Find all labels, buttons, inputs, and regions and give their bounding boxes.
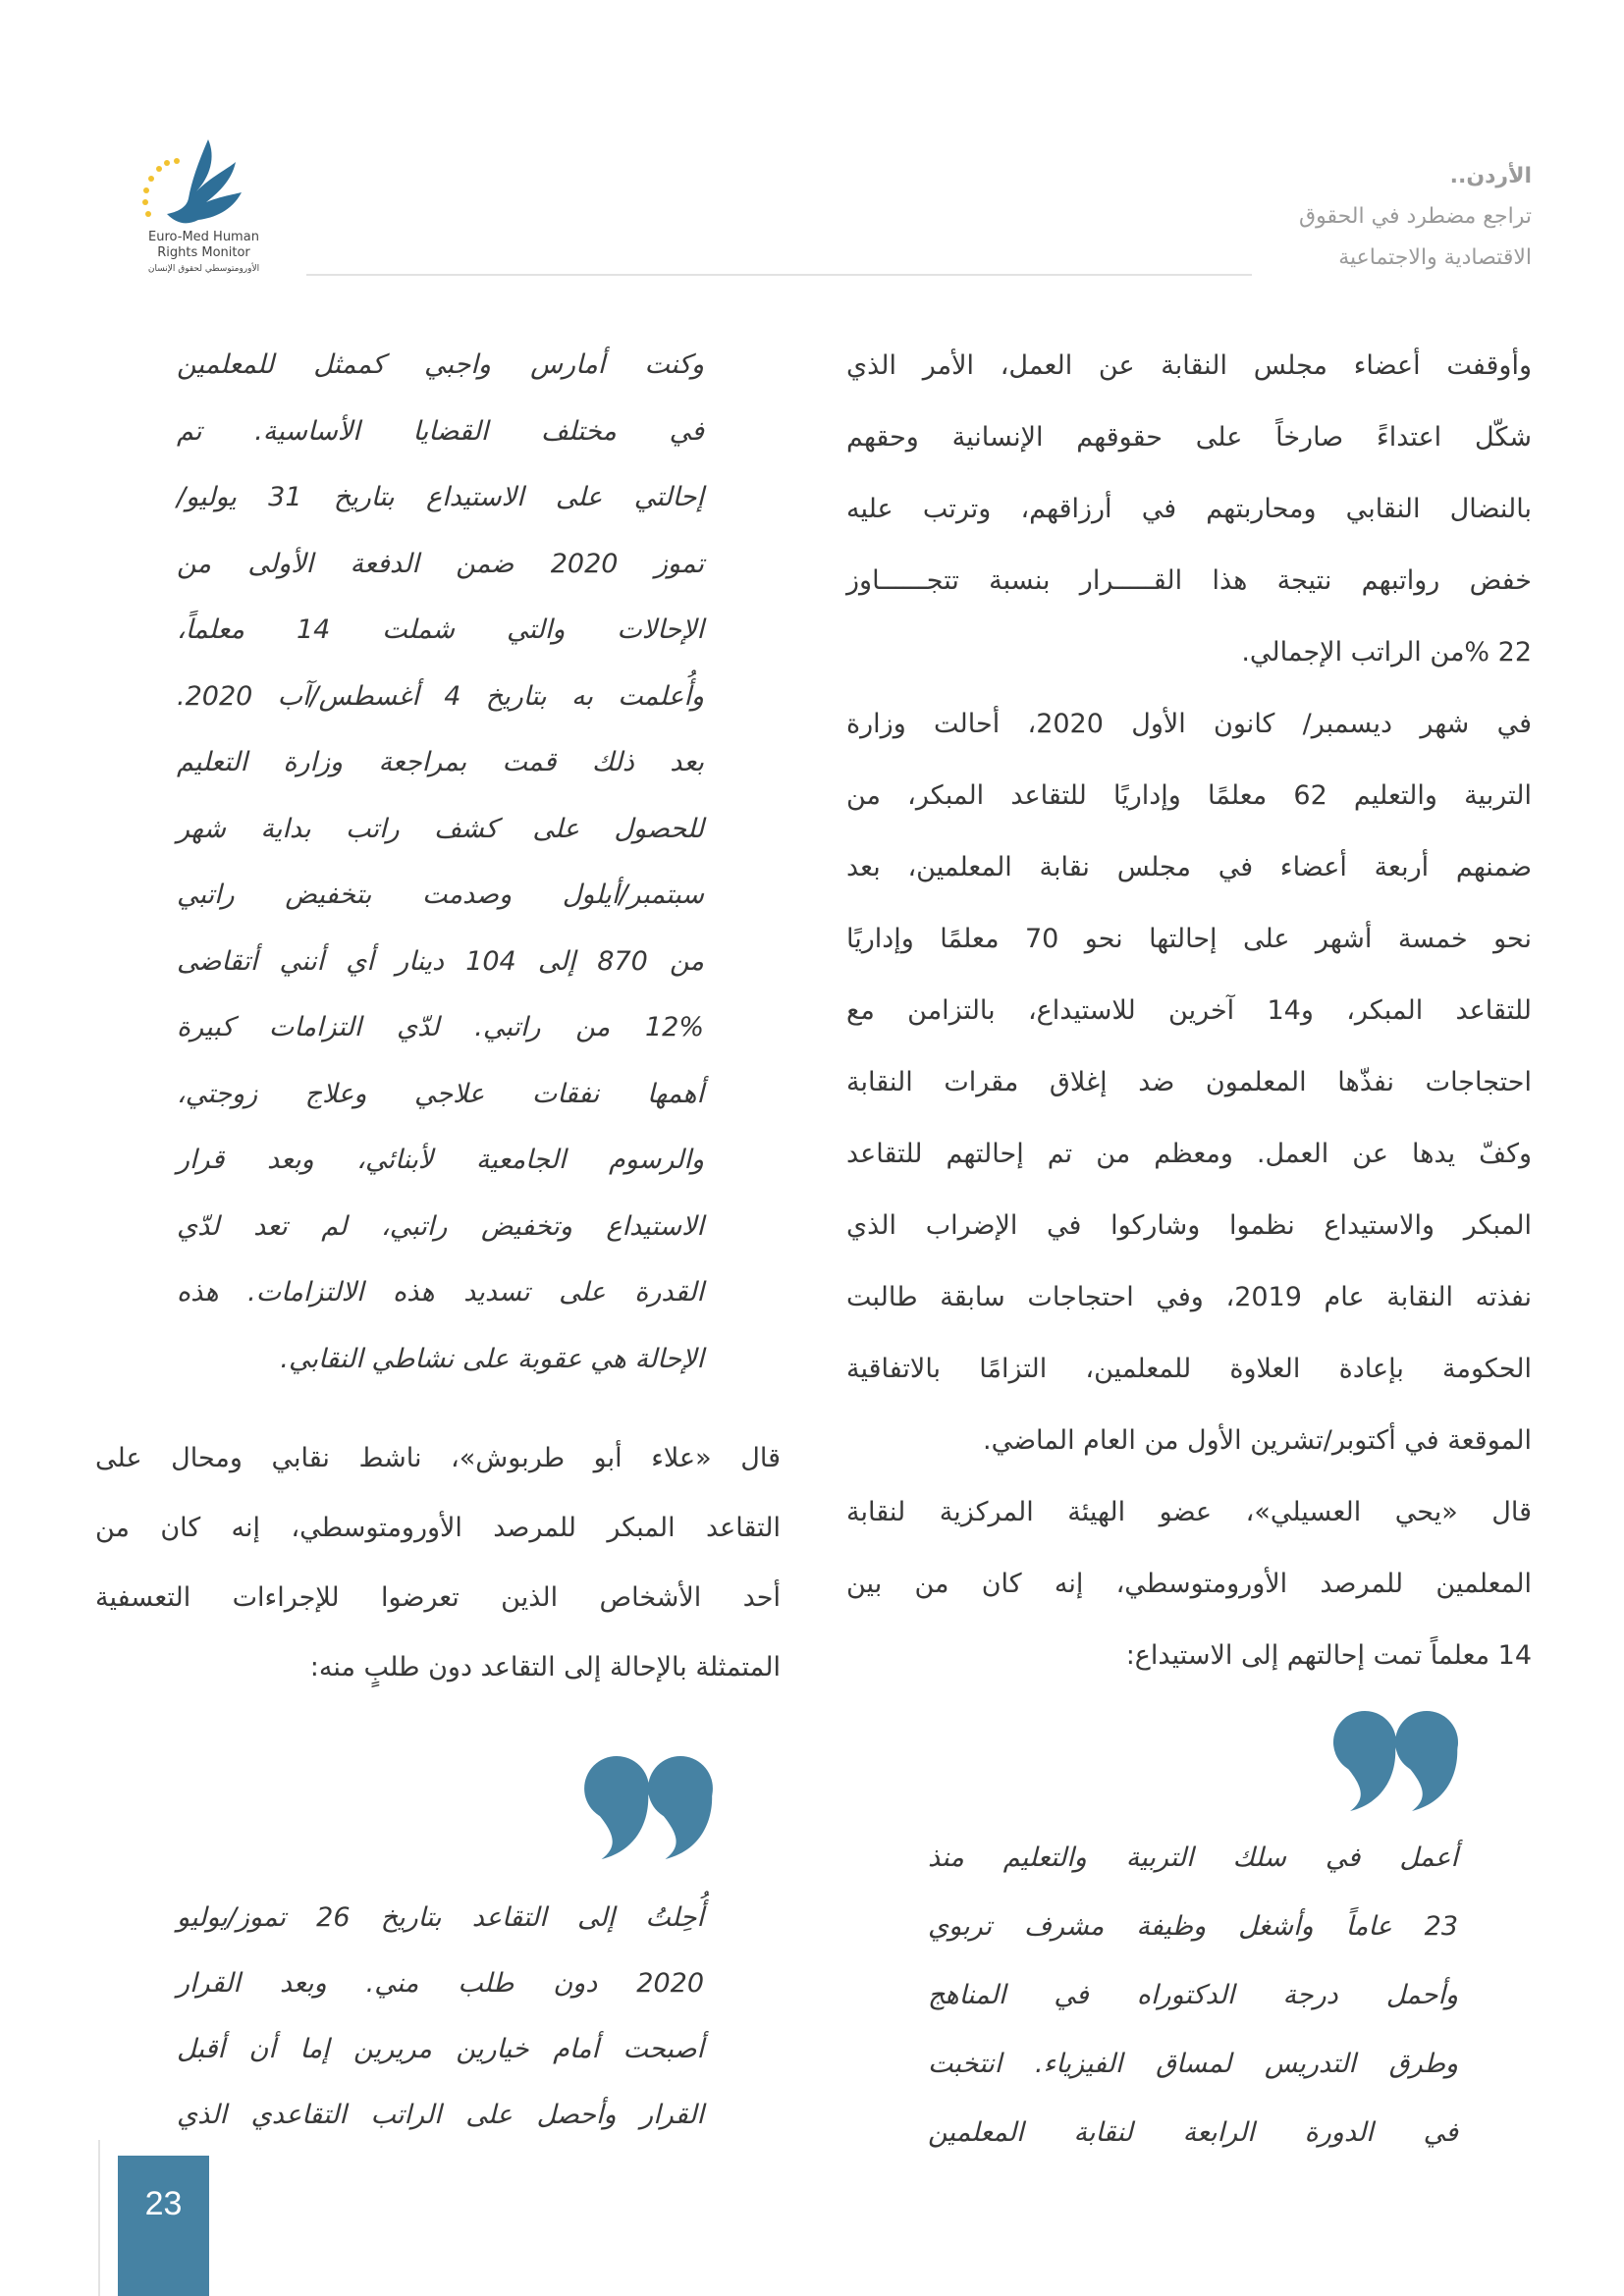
text-line: الإحالة هي عقوبة على نشاطي النقابي.: [280, 1343, 704, 1374]
right-column-body: [846, 330, 1532, 1691]
text-line: تموز 2020 ضمن الدفعة الأولى من: [177, 548, 704, 579]
text-line: والرسوم الجامعية لأبنائي، وبعد قرار: [177, 1145, 704, 1175]
text-line: وأوقفت أعضاء مجلس النقابة عن العمل، الأمر الذي: [846, 350, 1532, 381]
text-line: 2020 دون طلب مني. وبعد القرار: [177, 1968, 704, 1999]
text-line: أعمل في سلك التربية والتعليم منذ: [928, 1842, 1458, 1873]
text-line: الموقعة في أكتوبر/تشرين الأول من العام الماضي.: [983, 1425, 1532, 1456]
logo-name-line: Rights Monitor: [157, 245, 250, 260]
text-line: الحكومة بإعادة العلاوة للمعلمين، التزامًا بالاتفاقية: [846, 1354, 1532, 1384]
text-line: بالنضال النقابي ومحاربتهم في أرزاقهم، وترتب عليه: [846, 494, 1532, 524]
right-column-quote: [928, 1824, 1458, 2167]
text-line: الاستيداع وتخفيض راتبي، لم تعد لدّي: [177, 1210, 704, 1242]
text-line: احتجاجات نفذّها المعلمون ضد إغلاق مقرات النقابة: [846, 1067, 1532, 1097]
logo-name-line: Euro-Med Human: [148, 230, 259, 244]
text-line: 12% من راتبي. لدّي التزامات كبيرة: [177, 1012, 704, 1042]
header-subtitle-line: تراجع مضطرد في الحقوق: [1299, 204, 1532, 229]
text-line: قال «علاء أبو طربوش»، ناشط نقابي ومحال على: [95, 1443, 781, 1473]
text-line: شكّل اعتداءً صارخاً على حقوقهم الإنسانية وحقهم: [846, 422, 1532, 453]
text-line: وأُعلمت به بتاريخ 4 أغسطس/آب 2020.: [177, 680, 704, 712]
running-header: [1299, 157, 1532, 279]
paragraph: [846, 330, 1532, 688]
paragraph: [846, 1476, 1532, 1691]
text-line: في مختلف القضايا الأساسية. تم: [177, 415, 704, 447]
text-line: المبكر والاستيداع نظموا وشاركوا في الإضراب الذي: [846, 1210, 1532, 1241]
text-line: نحو خمسة أشهر على إحالتها نحو 70 معلمًا وإداريًا: [846, 924, 1533, 954]
text-line: للحصول على كشف راتب بداية شهر: [177, 813, 704, 844]
text-line: من 870 إلى 104 دينار أي أنني أتقاضى: [177, 945, 704, 977]
page-number: 23: [118, 2156, 209, 2296]
logo-arabic-name: الأورومتوسطي لحقوق الإنسان: [147, 264, 260, 274]
text-line: قال «يحي العسيلي»، عضو الهيئة المركزية لنقابة: [846, 1497, 1532, 1527]
text-line: ضمنهم أربعة أعضاء في مجلس نقابة المعلمين، بعد: [846, 852, 1532, 882]
text-line: وطرق التدريس لمساق الفيزياء. انتخبت: [928, 2049, 1458, 2079]
footer-vertical-rule: [98, 2140, 100, 2296]
quote-mark-icon: [581, 1752, 715, 1860]
text-line: 22 %من الراتب الإجمالي.: [1241, 637, 1532, 667]
left-column-quote-continued: [177, 332, 704, 1392]
text-line: المتمثلة بالإحالة إلى التقاعد دون طلبٍ منه:: [309, 1652, 781, 1682]
header-subtitle-line: الاقتصادية والاجتماعية: [1338, 245, 1532, 270]
text-line: أحد الأشخاص الذين تعرضوا للإجراءات التعسفية: [95, 1582, 781, 1613]
text-line: الإحالات والتي شملت 14 معلماً،: [177, 614, 705, 645]
text-line: وكنت أمارس واجبي كممثل للمعلمين: [177, 349, 704, 380]
text-line: سبتمبر/أيلول وصدمت بتخفيض راتبي: [177, 880, 704, 910]
text-line: أهمها نفقات علاجي وعلاج زوجتي،: [177, 1078, 704, 1109]
text-line: بعد ذلك قمت بمراجعة وزارة التعليم: [177, 747, 704, 777]
text-line: 23 عاماً وأشغل وظيفة مشرف تربوي: [928, 1911, 1458, 1942]
quote-mark-icon: [1330, 1708, 1460, 1811]
text-line: أصبحت أمام خيارين مريرين إما أن أقبل: [177, 2034, 704, 2064]
text-line: خفض رواتبهم نتيجة هذا القـــــرار بنسبة تتجــــــاوز: [846, 565, 1532, 596]
text-line: المعلمين للمرصد الأورومتوسطي، إنه كان من بين: [846, 1569, 1532, 1599]
left-column-quote: [177, 1885, 704, 2148]
logo-wordmark: [137, 230, 270, 277]
text-line: القرار وأحصل على الراتب التقاعدي الذي: [177, 2100, 704, 2130]
paragraph: [846, 688, 1532, 1476]
text-line: في شهر ديسمبر/ كانون الأول 2020، أحالت وزارة: [846, 709, 1532, 739]
text-line: نفذته النقابة عام 2019، وفي احتجاجات سابقة طالبت: [846, 1282, 1532, 1312]
text-line: وكفّ يدها عن العمل. ومعظم من تم إحالتهم للتقاعد: [846, 1139, 1532, 1169]
left-column-paragraph: [95, 1423, 781, 1702]
text-line: 14 معلماً تمت إحالتهم إلى الاستيداع:: [1125, 1640, 1532, 1671]
text-line: أُحِلتُ إلى التقاعد بتاريخ 26 تموز/يوليو: [177, 1902, 704, 1933]
text-line: التربية والتعليم 62 معلمًا وإداريًا للتقاعد المبكر، من: [846, 780, 1532, 811]
text-line: في الدورة الرابعة لنقابة المعلمين: [928, 2117, 1458, 2148]
text-line: للتقاعد المبكر، و14 آخرين للاستيداع، بالتزامن مع: [846, 995, 1532, 1026]
text-line: التقاعد المبكر للمرصد الأورومتوسطي، إنه كان من: [95, 1513, 781, 1543]
text-line: إحالتي على الاستيداع بتاريخ 31 يوليو/: [177, 482, 704, 512]
header-country: الأردن..: [1449, 164, 1532, 188]
header-divider: [306, 274, 1252, 276]
text-line: القدرة على تسديد هذه الالتزامات. هذه: [177, 1277, 704, 1308]
text-line: وأحمل درجة الدكتوراه في المناهج: [928, 1980, 1458, 2010]
